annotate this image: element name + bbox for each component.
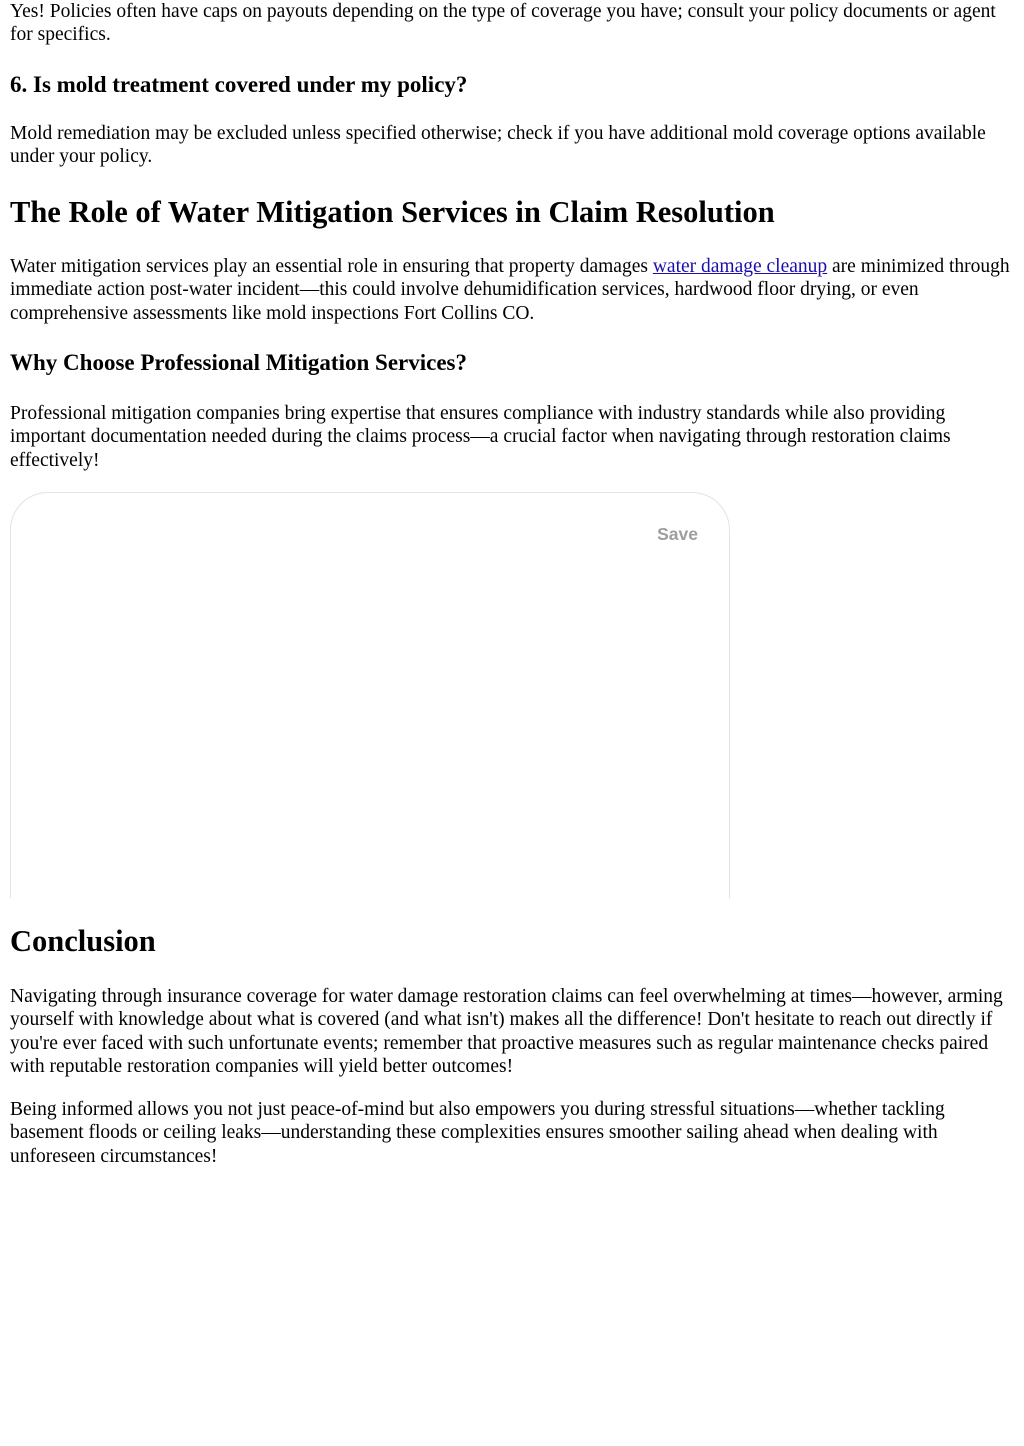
mitigation-section-paragraph	[10, 255, 1010, 325]
faq-q6-answer: Mold remediation may be excluded unless specified otherwise; check if you have additional mold coverage options available under your policy.	[10, 123, 986, 168]
embedded-pin-card[interactable]	[10, 492, 730, 898]
conclusion-paragraph-2: Being informed allows you not just peace-of-mind but also empowers you during stressful situations—whether tackling basement floods or ceiling leaks—understanding these complexities ensures smoother sailing ahead when dealing with unforeseen circumstances!	[10, 1099, 945, 1167]
why-choose-heading: Why Choose Professional Mitigation Services?	[10, 350, 467, 375]
save-button[interactable]: Save	[657, 524, 698, 544]
water-damage-cleanup-link[interactable]: water damage cleanup	[652, 256, 828, 277]
conclusion-heading: Conclusion	[10, 924, 156, 958]
mitigation-text-after-link: are minimized through immediate action post-water incident—this could involve dehumidification services, hardwood floor drying, or even comprehensive assessments like mold inspections Fort Collins CO.	[10, 256, 1010, 324]
faq-q6-heading: 6. Is mold treatment covered under my policy?	[10, 72, 468, 97]
conclusion-paragraph-1: Navigating through insurance coverage for water damage restoration claims can feel overwhelming at times—however, arming yourself with knowledge about what is covered (and what isn't) makes all the difference! Don't hesitate to reach out directly if you're ever faced with such unfortunate events; remember that proactive measures such as regular maintenance checks paired with reputable restoration companies will yield better outcomes!	[10, 986, 1003, 1077]
faq-q5-answer: Yes! Policies often have caps on payouts depending on the type of coverage you have; consult your policy documents or agent for specifics.	[10, 1, 996, 46]
why-choose-paragraph: Professional mitigation companies bring expertise that ensures compliance with industry standards while also providing important documentation needed during the claims process—a crucial factor when navigating through restoration claims effectively!	[10, 403, 951, 471]
mitigation-text-before-link: Water mitigation services play an essential role in ensuring that property damages	[10, 256, 653, 277]
mitigation-section-heading: The Role of Water Mitigation Services in Claim Resolution	[10, 195, 775, 229]
